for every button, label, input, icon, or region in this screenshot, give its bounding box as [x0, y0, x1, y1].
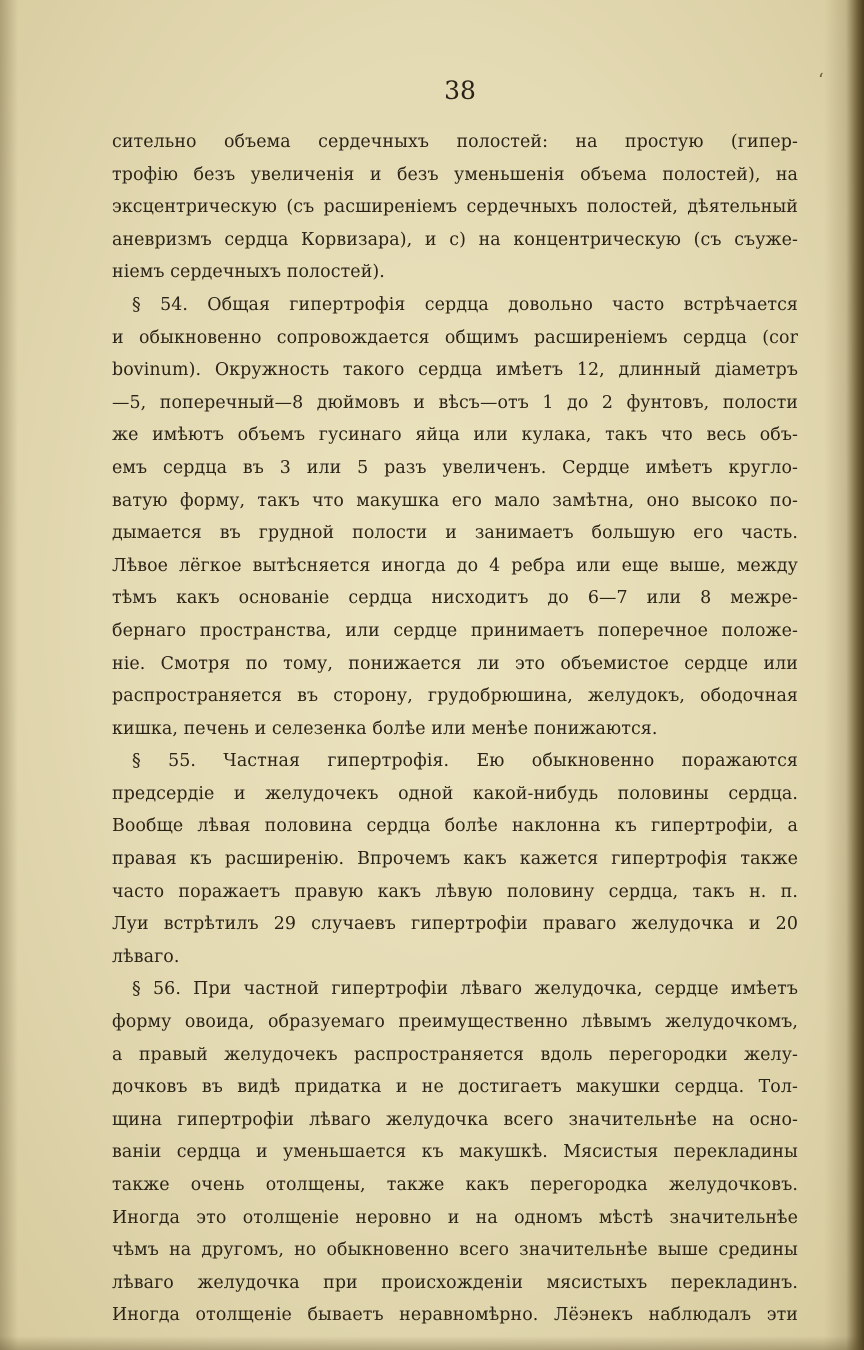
- text-line: Луи встрѣтилъ 29 случаевъ гипертрофіи праваго желудочка и 20: [112, 914, 798, 935]
- text-line: лѣваго.: [112, 946, 180, 967]
- text-line: бернаго пространства, или сердце принимаетъ поперечное положе-: [112, 620, 798, 641]
- text-line: ніе. Смотря по тому, понижается ли это объемистое сердце или: [112, 653, 798, 674]
- page-number: 38: [444, 76, 476, 105]
- text-line: —5, поперечный—8 дюймовъ и вѣсъ—отъ 1 до 2 фунтовъ, полости: [112, 392, 798, 413]
- text-line: распространяется въ сторону, грудобрюшина, желудокъ, ободочная: [112, 686, 798, 707]
- text-line: тѣмъ какъ основаніе сердца нисходитъ до 6—7 или 8 межре-: [112, 588, 798, 609]
- text-line: щина гипертрофіи лѣваго желудочка всего значительнѣе на осно-: [112, 1109, 798, 1130]
- text-line: Иногда это отолщеніе неровно и на одномъ мѣстѣ значительнѣе: [112, 1207, 798, 1228]
- text-line: ніемъ сердечныхъ полостей).: [112, 262, 385, 283]
- text-line: эксцентрическую (съ расширеніемъ сердечныхъ полостей, дѣятельный: [112, 197, 798, 218]
- text-line: аневризмъ сердца Корвизара), и с) на концентрическую (съ съуже-: [112, 229, 798, 250]
- paragraph-first-line: § 56. При частной гипертрофіи лѣваго желудочка, сердце имѣетъ: [132, 979, 798, 1000]
- text-line: Вообще лѣвая половина сердца болѣе наклонна къ гипертрофіи, а: [112, 816, 798, 837]
- text-line: форму овоида, образуемаго преимущественно лѣвымъ желудочкомъ,: [112, 1012, 798, 1033]
- text-line: же имѣютъ объемъ гусинаго яйца или кулака, такъ что весь объ-: [112, 425, 798, 446]
- text-line: часто поражаетъ правую какъ лѣвую половину сердца, такъ н. п.: [112, 881, 798, 902]
- text-line: кишка, печень и селезенка болѣе или менѣе понижаются.: [112, 718, 658, 739]
- text-line: а правый желудочекъ распространяется вдоль перегородки желу-: [112, 1044, 798, 1065]
- page-right-binding-edge: [824, 0, 864, 1350]
- text-line: трофію безъ увеличенія и безъ уменьшенія объема полостей), на: [112, 164, 798, 185]
- paragraph-first-line: § 55. Частная гипертрофія. Ею обыкновенно поражаются: [132, 751, 798, 772]
- paragraph-first-line: § 54. Общая гипертрофія сердца довольно часто встрѣчается: [132, 294, 798, 315]
- text-line: также очень отолщены, также какъ перегородка желудочковъ.: [112, 1175, 798, 1195]
- text-line: bovinum). Окружность такого сердца имѣетъ 12, длинный діаметръ: [112, 360, 798, 381]
- text-line: и обыкновенно сопровождается общимъ расширеніемъ сердца (cor: [112, 327, 798, 348]
- text-line: дымается въ грудной полости и занимаетъ большую его часть.: [112, 523, 798, 544]
- text-line: ватую форму, такъ что макушка его мало замѣтна, оно высоко по-: [112, 490, 798, 511]
- margin-speck: ‘: [818, 70, 824, 91]
- page-left-shadow: [0, 0, 18, 1350]
- text-line: емъ сердца въ 3 или 5 разъ увеличенъ. Сердце имѣетъ кругло-: [112, 457, 798, 478]
- body-text: [112, 126, 798, 1332]
- page-bottom-shadow: [0, 1336, 864, 1350]
- text-line: Лѣвое лёгкое вытѣсняется иногда до 4 ребра или еще выше, между: [112, 555, 798, 576]
- text-line: дочковъ въ видѣ придатка и не достигаетъ макушки сердца. Тол-: [112, 1077, 798, 1098]
- text-line: предсердіе и желудочекъ одной какой-нибудь половины сердца.: [112, 783, 798, 804]
- text-line: лѣваго желудочка при происхожденіи мясистыхъ перекладинъ.: [112, 1272, 798, 1293]
- text-line: ваніи сердца и уменьшается къ макушкѣ. Мясистыя перекладины: [112, 1142, 798, 1163]
- text-line: правая къ расширенію. Впрочемъ какъ кажется гипертрофія также: [112, 849, 798, 870]
- text-line: сительно объема сердечныхъ полостей: на простую (гипер-: [112, 132, 798, 152]
- text-line: чѣмъ на другомъ, но обыкновенно всего значительнѣе выше средины: [112, 1240, 798, 1261]
- text-line: Иногда отолщеніе бываетъ неравномѣрно. Лёэнекъ наблюдалъ эти: [112, 1305, 798, 1326]
